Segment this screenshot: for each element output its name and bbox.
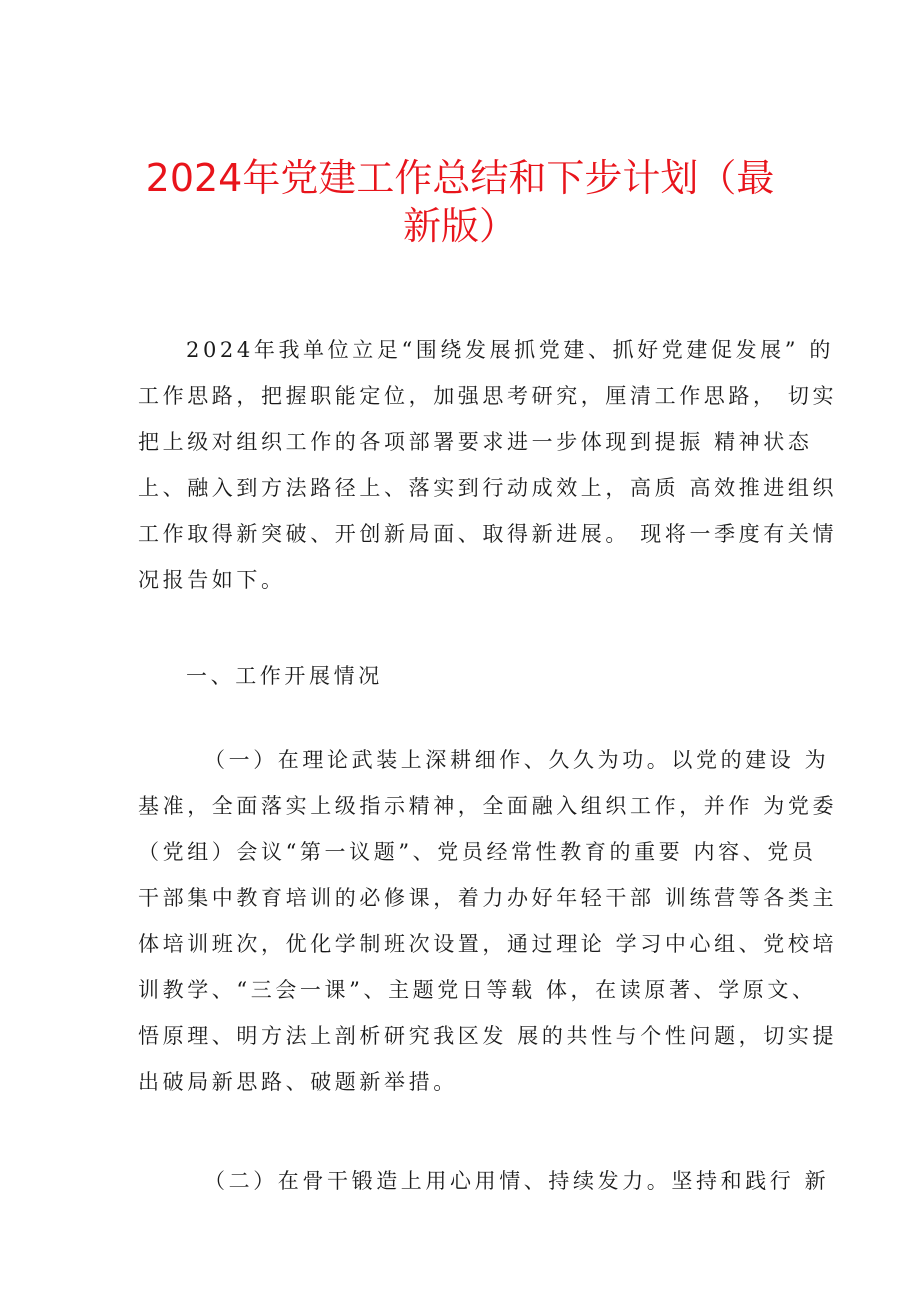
paragraph-line: 干部集中教育培训的必修课，着力办好年轻干部 训练营等各类主	[138, 886, 838, 910]
section-heading	[138, 653, 798, 699]
paragraph-line: 基准，全面落实上级指示精神，全面融入组织工作，并作 为党委	[138, 794, 838, 818]
paragraph-line: 况报告如下。	[138, 568, 286, 592]
paragraph-line: 悟原理、明方法上剖析研究我区发 展的共性与个性问题，切实提	[138, 1024, 838, 1048]
paragraph-backbone	[138, 1158, 830, 1204]
paragraph-line: 上、融入到方法路径上、落实到行动成效上，高质 高效推进组织	[138, 476, 838, 500]
paragraph-line: （党组）会议“第一议题”、党员经常性教育的重要 内容、党员	[138, 840, 817, 864]
document-title-line-1: 2024年党建工作总结和下步计划（最	[145, 156, 775, 200]
paragraph-line: 工作思路，把握职能定位，加强思考研究，厘清工作思路， 切实	[138, 384, 838, 408]
paragraph-line: 2024年我单位立足“围绕发展抓党建、抓好党建促发展” 的	[186, 338, 834, 362]
paragraph-theory	[138, 737, 838, 1105]
paragraph-line: 把上级对组织工作的各项部署要求进一步体现到提振 精神状态	[138, 430, 813, 454]
paragraph-line: 训教学、“三会一课”、主题党日等载 体，在读原著、学原文、	[138, 978, 817, 1002]
paragraph-line: 体培训班次，优化学制班次设置，通过理论 学习中心组、党校培	[138, 932, 838, 956]
intro-paragraph	[138, 327, 838, 603]
paragraph-line: 工作取得新突破、开创新局面、取得新进展。 现将一季度有关情	[138, 522, 838, 546]
document-title-line-2: 新版）	[402, 204, 517, 248]
paragraph-line: （一）在理论武装上深耕细作、久久为功。以党的建设 为	[204, 748, 830, 772]
paragraph-line: （二）在骨干锻造上用心用情、持续发力。坚持和践行 新	[204, 1169, 830, 1193]
paragraph-line: 出破局新思路、破题新举措。	[138, 1070, 458, 1094]
section-heading-text: 一、工作开展情况	[186, 664, 383, 688]
